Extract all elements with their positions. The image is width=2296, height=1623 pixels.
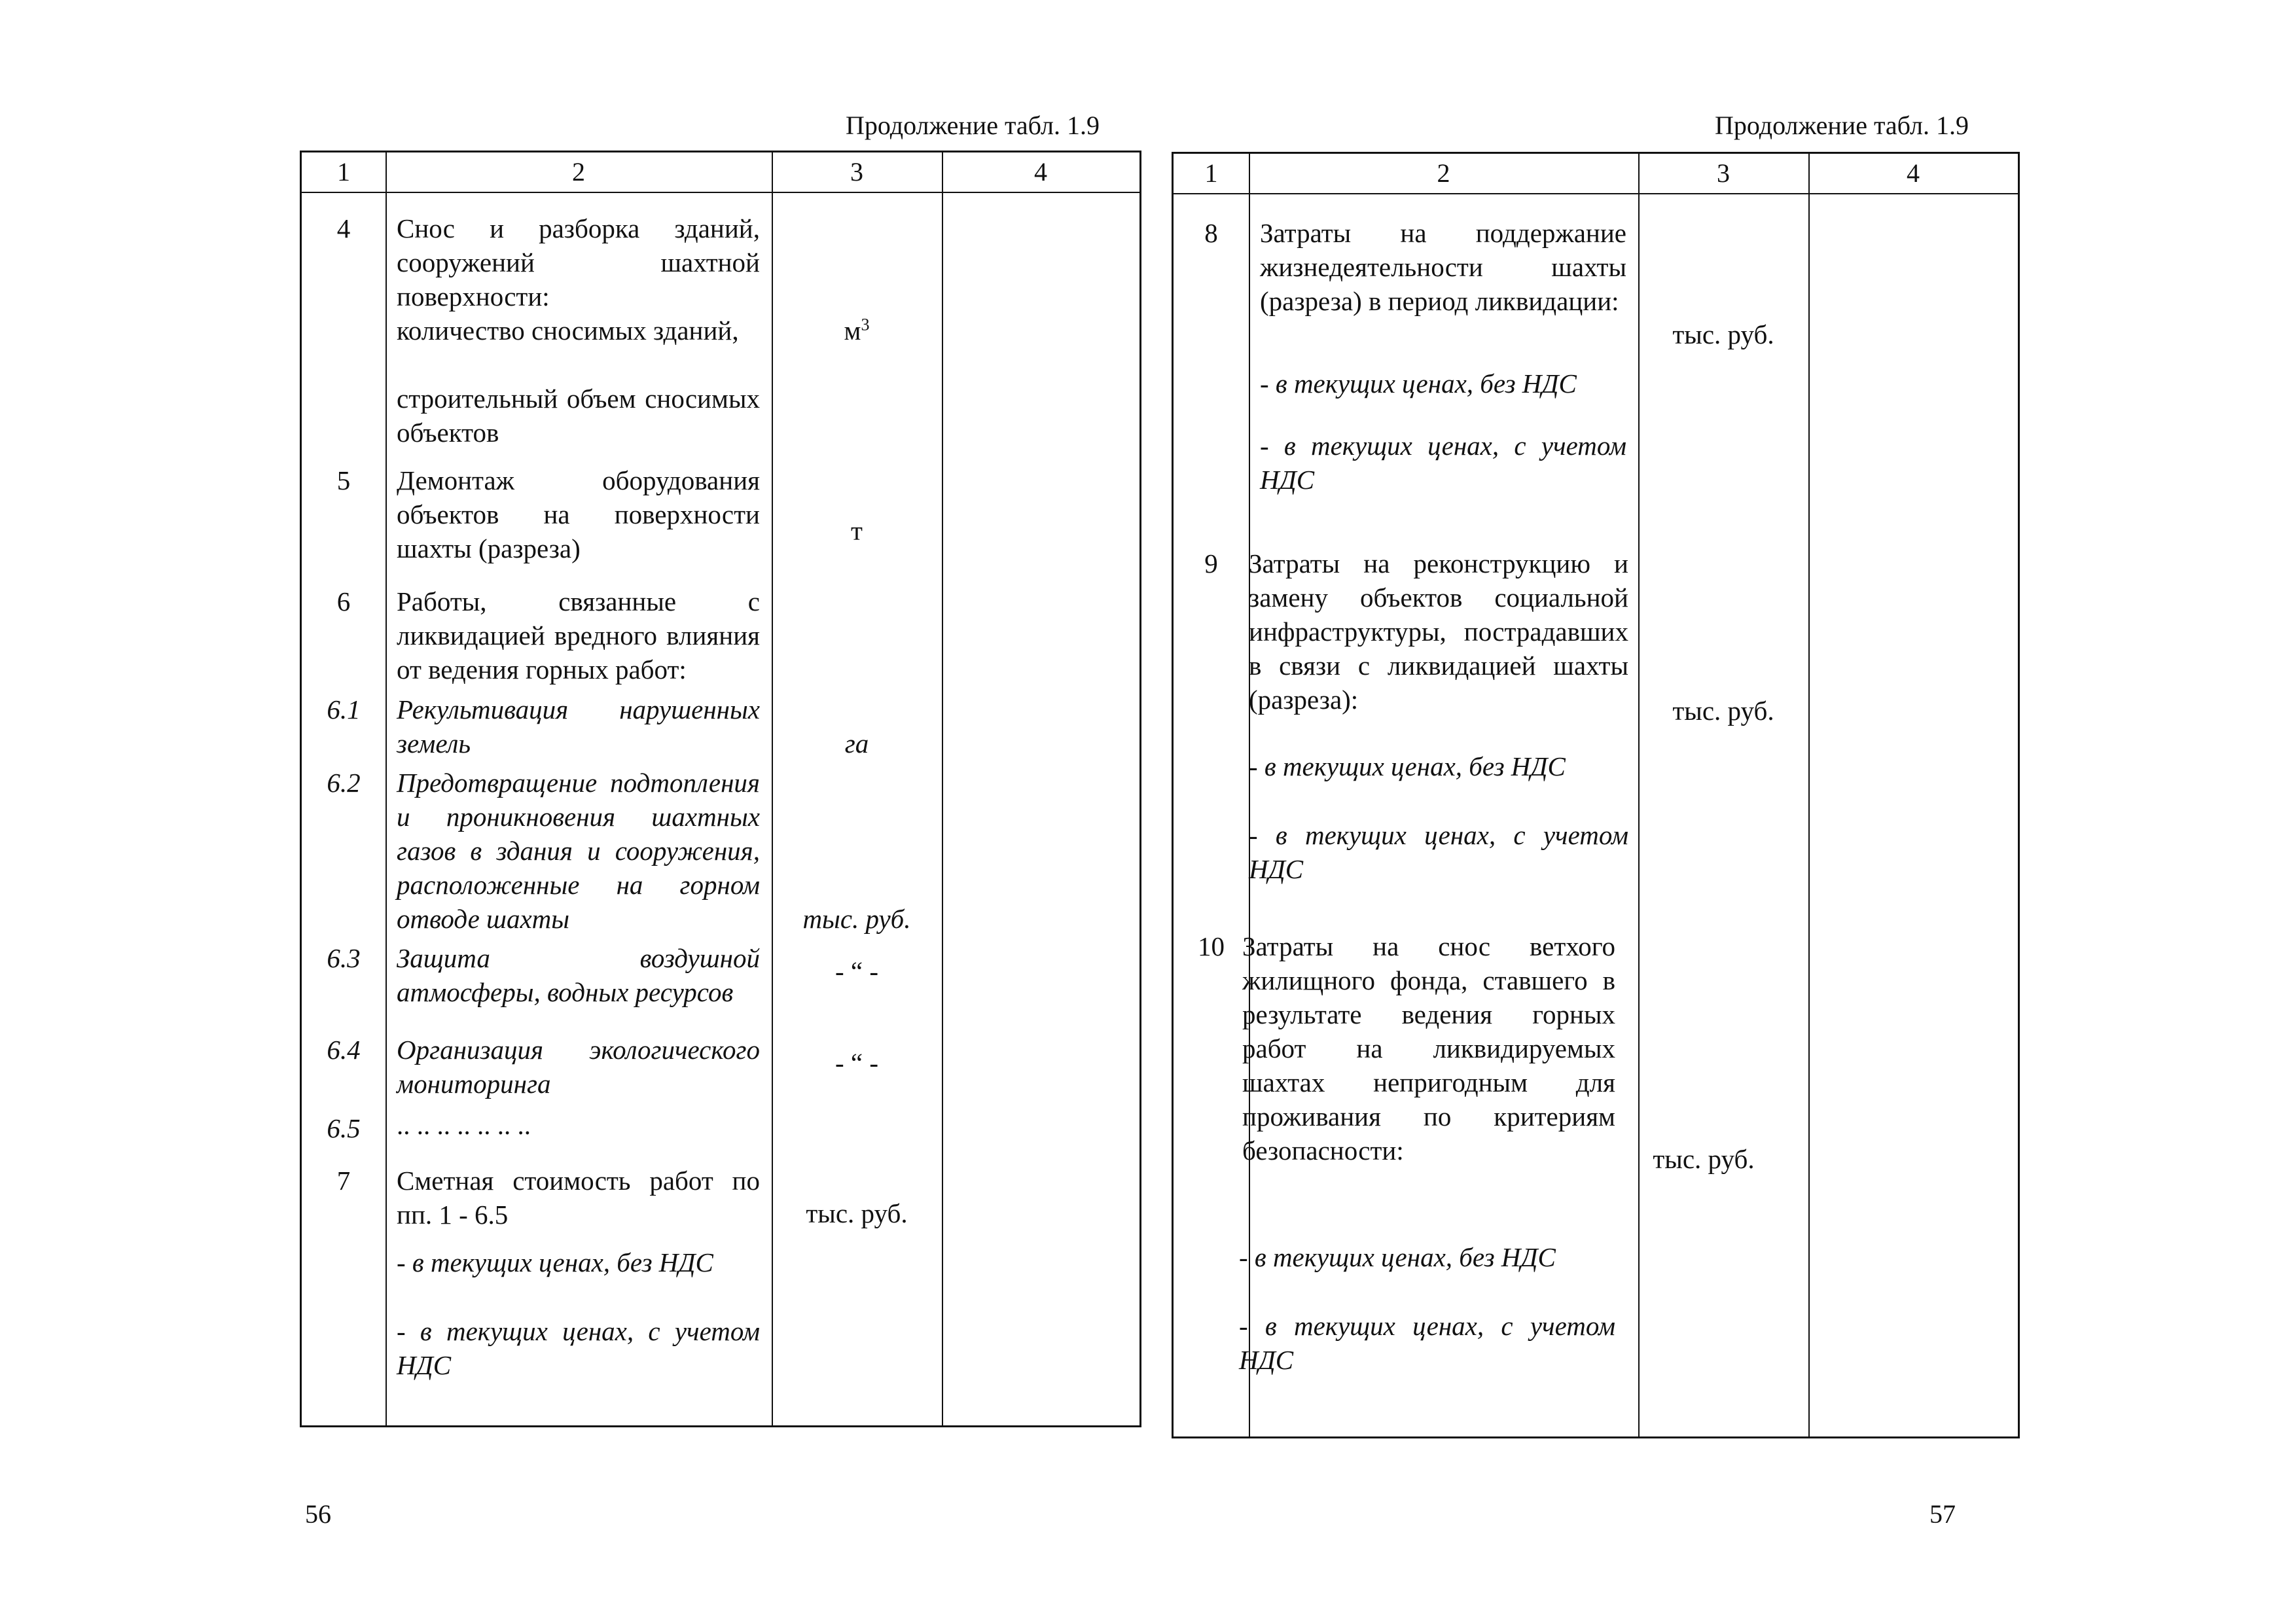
row-unit: тыс. руб. [1672,696,1774,726]
column-divider [386,152,387,1425]
page-number-right: 57 [1929,1499,1956,1529]
row-description: Затраты на поддержание жизнедеятельности шахты (разреза) в период ликвидации: [1260,218,1626,316]
header-col-3: 3 [850,157,863,187]
row-number: 6 [336,586,351,616]
row-number: 8 [1204,218,1218,248]
row-description: Работы, связанные с ликвидацией вредного влияния от ведения горных работ: [397,586,760,685]
row-number: 6.5 [327,1113,361,1143]
header-col-4: 4 [1907,158,1920,188]
row-unit: - “ - [834,1048,878,1078]
row-description: Сметная стоимость работ по пп. 1 - 6.5 [397,1166,760,1230]
row-description: Затраты на реконструкцию и замену объектов социальной инфраструктуры, пострадавших в связи с ликвидацией шахты (разреза): [1249,548,1628,715]
row-subitem: - в текущих ценах, с учетом НДС [1249,820,1628,884]
row-unit: т [851,516,863,546]
row-unit: тыс. руб. [806,1198,908,1228]
row-subitem: - в текущих ценах, с учетом НДС [397,1316,760,1380]
row-subitem: - в текущих ценах, без НДС [1260,368,1577,399]
left-table [300,151,1141,1427]
row-description: Снос и разборка зданий, сооружений шахтной поверхности: [397,213,760,312]
row-number: 10 [1198,931,1225,961]
header-divider [302,192,1139,193]
left-table-caption: Продолжение табл. 1.9 [846,111,1100,140]
row-description: Рекультивация нарушенных земель [397,694,760,758]
header-col-3: 3 [1717,158,1730,188]
row-description: Организация экологического мониторинга [397,1035,760,1099]
unit-text: м [844,315,861,346]
row-number: 5 [336,465,351,495]
header-col-4: 4 [1034,157,1047,187]
row-unit: га [844,728,869,758]
row-description: .. .. .. .. .. .. .. [397,1110,531,1140]
row-description: Демонтаж оборудования объектов на поверхности шахты (разреза) [397,465,760,563]
header-col-2: 2 [572,157,585,187]
right-table-caption: Продолжение табл. 1.9 [1715,111,1969,140]
row-subitem: количество сносимых зданий, [397,315,739,346]
row-description: Затраты на снос ветхого жилищного фонда, ставшего в результате ведения горных работ на ликвидируемых шахтах непригодным для проживания по критериям безопасности: [1242,931,1615,1166]
row-unit: тыс. руб. [1672,319,1774,349]
row-number: 9 [1204,548,1218,579]
row-subitem: - в текущих ценах, с учетом НДС [1239,1311,1615,1375]
column-divider [942,152,943,1425]
row-description: Защита воздушной атмосферы, водных ресурсов [397,943,760,1007]
row-subitem: - в текущих ценах, без НДС [1239,1242,1556,1272]
row-number: 6.3 [327,943,361,973]
page-number-left: 56 [305,1499,331,1529]
row-subitem: строительный объем сносимых объектов [397,383,760,448]
header-divider [1174,193,2018,194]
row-number: 6.4 [327,1035,361,1065]
unit-superscript: 3 [861,315,870,334]
row-unit: тыс. руб. [802,904,911,934]
right-table [1172,152,2020,1438]
row-subitem: - в текущих ценах, без НДС [1249,751,1566,781]
row-number: 6.2 [327,768,361,798]
row-unit: - “ - [834,956,878,986]
header-col-1: 1 [1204,158,1218,188]
header-col-2: 2 [1437,158,1450,188]
column-divider [1808,154,1810,1436]
row-description: Предотвращение подтопления и проникновения шахтных газов в здания и сооружения, расположенные на горном отводе шахты [397,768,760,934]
row-number: 4 [336,213,351,243]
row-unit: тыс. руб. [1653,1144,1755,1174]
row-number: 6.1 [327,694,361,724]
row-subitem: - в текущих ценах, с учетом НДС [1260,431,1626,495]
row-number: 7 [336,1166,351,1196]
row-subitem: - в текущих ценах, без НДС [397,1247,713,1277]
header-col-1: 1 [337,157,350,187]
row-unit [772,313,942,348]
